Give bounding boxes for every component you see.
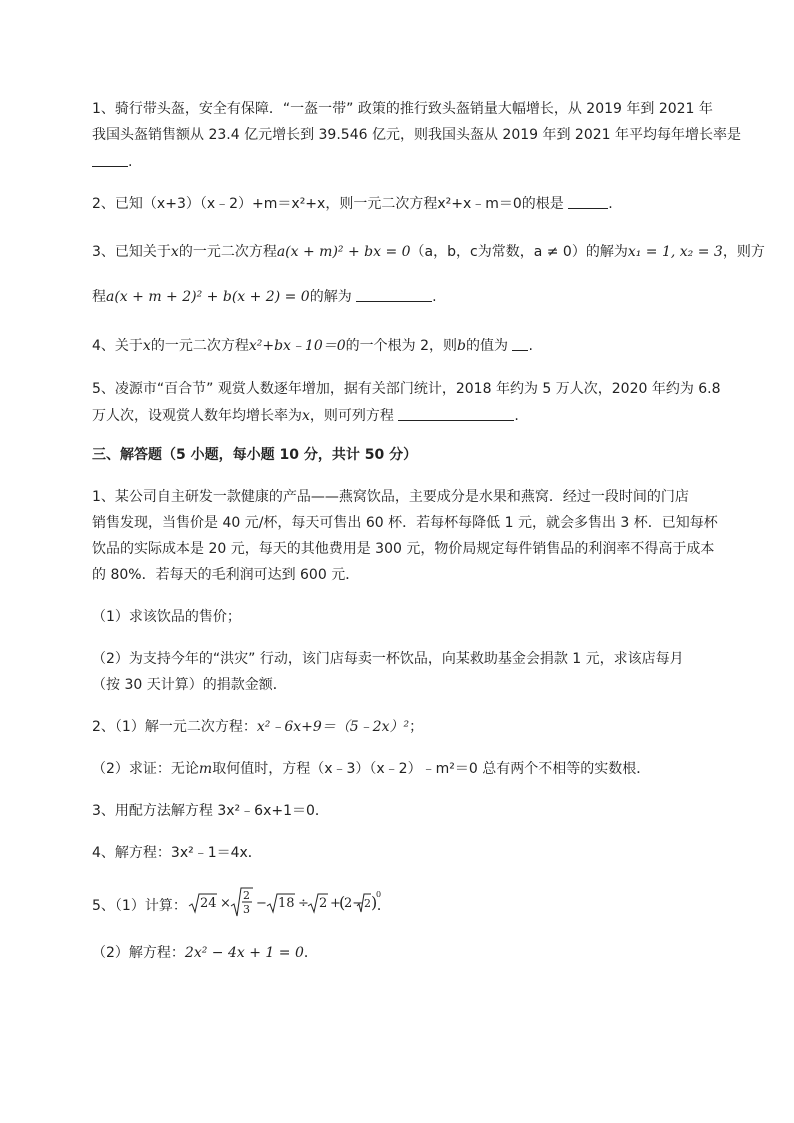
svg-text:+: + — [329, 896, 341, 911]
a2-sub2: （2）求证：无论m取何值时，方程（x﹣3）（x﹣2）﹣m²＝0 总有两个不相等的实数根． — [92, 761, 651, 777]
a5-sub2: （2）解方程：2x² − 4x + 1 = 0． — [92, 945, 318, 961]
answer-blank[interactable] — [568, 194, 608, 209]
svg-text:−: − — [255, 896, 267, 911]
q3-line1: 3、已知关于x的一元二次方程a(x + m)² + bx = 0（a，b，c为常数，a ≠ 0）的解为x₁ = 1, x₂ = 3，则方 — [92, 244, 765, 260]
q5-line2: 万人次，设观赏人数年均增长率为x，则可列方程 . — [92, 408, 519, 424]
svg-text:2: 2 — [363, 897, 371, 910]
a1-sub2-line2: （按 30 天计算）的捐款金额． — [92, 677, 287, 693]
a1-line3: 饮品的实际成本是 20 元，每天的其他费用是 300 元，物价局规定每件销售品的利润率不得高于成本 — [92, 541, 715, 557]
a2-sub1: 2、（1）解一元二次方程：x²﹣6x+9＝（5﹣2x）²； — [92, 719, 424, 735]
a5-sub1: 5、（1）计算： 24 × 2 3 − 18 ÷ 2 + ( 2− 2 ) 0 ． — [92, 892, 391, 920]
answer-blank[interactable] — [92, 152, 128, 167]
svg-text:2: 2 — [318, 896, 328, 911]
a1-sub1: （1）求该饮品的售价； — [92, 609, 241, 625]
svg-text:×: × — [219, 896, 231, 911]
svg-text:2−: 2− — [343, 896, 363, 911]
a4-line: 4、解方程：3x²﹣1＝4x． — [92, 845, 262, 861]
svg-text:): ) — [370, 893, 378, 912]
svg-text:18: 18 — [277, 896, 295, 911]
a1-line2: 销售发现，当售价是 40 元/杯，每天可售出 60 杯．若每杯每降低 1 元，就会多售出 3 杯．已知每杯 — [92, 515, 718, 531]
q3-line2: 程a(x + m + 2)² + b(x + 2) = 0的解为 . — [92, 289, 437, 305]
q1-line1: 1、骑行带头盔，安全有保障．“一盔一带” 政策的推行致头盔销量大幅增长，从 2019 年到 2021 年 — [92, 101, 713, 117]
q1-line3: . — [92, 152, 132, 171]
equation: a(x + m + 2)² + b(x + 2) = 0 — [106, 289, 310, 305]
q2-line: 2、已知（x+3）（x﹣2）+m＝x²+x，则一元二次方程x²+x﹣m＝0的根是 . — [92, 196, 613, 212]
section-title: 三、解答题（5 小题，每小题 10 分，共计 50 分） — [92, 447, 418, 463]
svg-text:0: 0 — [375, 890, 381, 899]
svg-text:24: 24 — [199, 896, 217, 911]
q4-line: 4、关于x的一元二次方程x²+bx﹣10＝0的一个根为 2，则b的值为 . — [92, 338, 533, 354]
a1-line4: 的 80%．若每天的毛利润可达到 600 元． — [92, 567, 360, 583]
q1-line2: 我国头盔销售额从 23.4 亿元增长到 39.546 亿元，则我国头盔从 2019 年到 2021 年平均每年增长率是 — [92, 127, 742, 143]
answer-blank[interactable] — [512, 336, 528, 351]
a3-line: 3、用配方法解方程 3x²﹣6x+1＝0． — [92, 803, 329, 819]
a1-line1: 1、某公司自主研发一款健康的产品——燕窝饮品，主要成分是水果和燕窝．经过一段时间的门店 — [92, 489, 689, 505]
a1-sub2-line1: （2）为支持今年的“洪灾” 行动，该门店每卖一杯饮品，向某救助基金会捐款 1 元，求该店每月 — [92, 651, 684, 667]
svg-text:2: 2 — [242, 889, 250, 902]
svg-text:(: ( — [338, 893, 346, 912]
svg-text:÷: ÷ — [297, 896, 309, 911]
math-expression — [187, 886, 381, 920]
answer-blank[interactable] — [398, 406, 514, 421]
q5-line1: 5、凌源市“百合节” 观赏人数逐年增加，据有关部门统计，2018 年约为 5 万人次，2020 年约为 6.8 — [92, 381, 721, 397]
equation: a(x + m)² + bx = 0 — [276, 244, 411, 260]
answer-blank[interactable] — [356, 287, 432, 302]
svg-text:3: 3 — [242, 903, 250, 916]
